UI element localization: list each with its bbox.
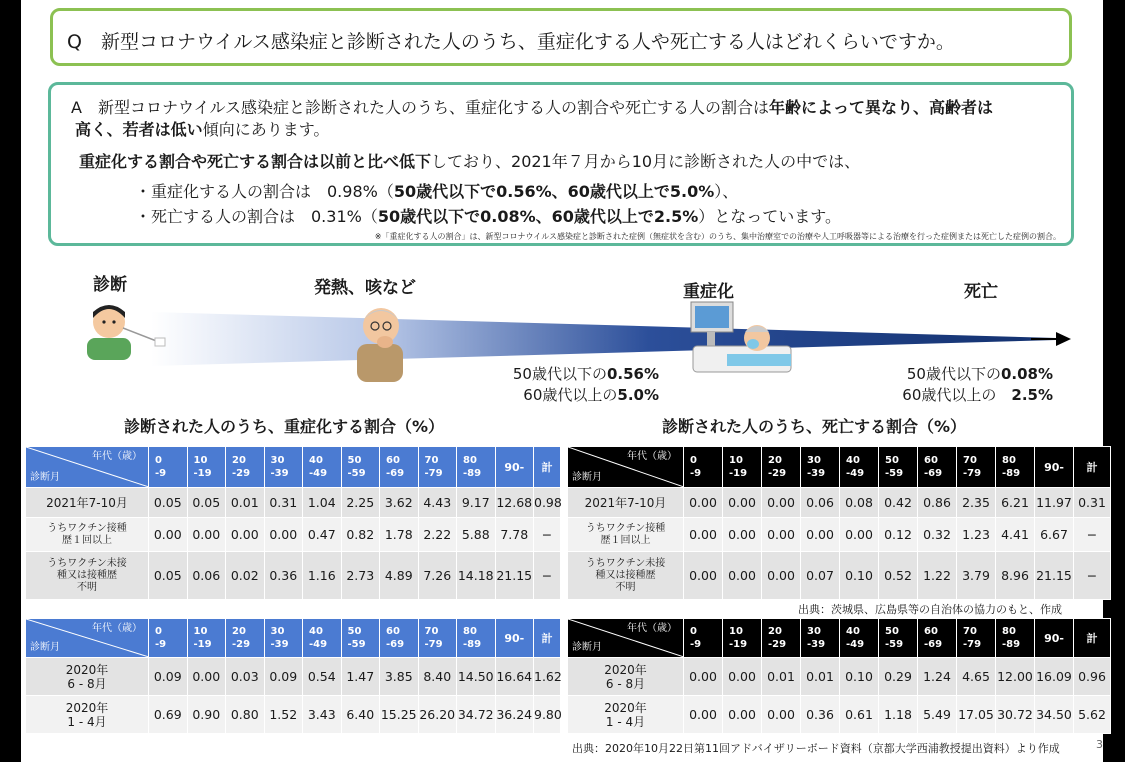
age-column-header: 80 -89 (457, 447, 496, 488)
age-column-header: 20 -29 (226, 447, 265, 488)
table-cell: 4.41 (996, 518, 1035, 552)
table-cell: 5.88 (457, 518, 496, 552)
table-cell: 0.01 (762, 658, 801, 696)
table-cell: 0.07 (801, 552, 840, 600)
age-column-header: 80 -89 (457, 619, 496, 658)
table-cell: 0.00 (149, 518, 188, 552)
table-cell: 9.80 (534, 696, 561, 734)
diagnosis-month-header-label: 診断月 (572, 642, 602, 653)
table-corner-header (568, 447, 684, 488)
table-cell: 30.72 (996, 696, 1035, 734)
table-cell: 0.52 (879, 552, 918, 600)
age-column-header: 50 -59 (879, 447, 918, 488)
age-column-header: 40 -49 (840, 447, 879, 488)
table-cell: 2.73 (341, 552, 380, 600)
elderly-coughing-icon (351, 300, 411, 382)
table-cell: 5.62 (1074, 696, 1111, 734)
answer-box (48, 82, 1074, 246)
table-cell: 2.35 (957, 488, 996, 518)
table-cell: 0.10 (840, 658, 879, 696)
death-table-title: 診断された人のうち、死亡する割合（%） (662, 417, 967, 436)
age-column-header: 60 -69 (918, 447, 957, 488)
age-column-header: 30 -39 (264, 619, 303, 658)
table-cell: 0.08 (840, 488, 879, 518)
age-column-header: 50 -59 (879, 619, 918, 658)
question-text: Q 新型コロナウイルス感染症と診断された人のうち、重症化する人や死亡する人はどれくらいですか。 (67, 31, 955, 53)
row-label: 2021年7-10月 (26, 488, 149, 518)
table-cell: 0.61 (840, 696, 879, 734)
table-cell: 0.00 (684, 552, 723, 600)
table-row (26, 696, 561, 734)
age-column-header: 50 -59 (341, 619, 380, 658)
table-cell: 3.43 (303, 696, 342, 734)
table-cell: 0.31 (1074, 488, 1111, 518)
table-cell: 1.52 (264, 696, 303, 734)
age-column-header: 80 -89 (996, 447, 1035, 488)
table-row (26, 488, 561, 518)
total-column-header: 計 (534, 447, 561, 488)
severe-rate-table-2021 (25, 446, 561, 600)
table-corner-header (26, 619, 149, 658)
hospital-ventilator-icon (687, 298, 795, 382)
table-cell: 0.03 (226, 658, 265, 696)
table-cell: 0.12 (879, 518, 918, 552)
age-column-header: 10 -19 (723, 447, 762, 488)
table-cell: 0.96 (1074, 658, 1111, 696)
table-cell: 4.65 (957, 658, 996, 696)
table-cell: 1.47 (341, 658, 380, 696)
table-cell: 4.43 (418, 488, 457, 518)
table-cell: 1.22 (918, 552, 957, 600)
age-column-header: 90- (495, 619, 534, 658)
age-column-header: 40 -49 (303, 447, 342, 488)
age-column-header: 70 -79 (418, 619, 457, 658)
table-cell: 0.69 (149, 696, 188, 734)
stage-diagnosis-label: 診断 (93, 275, 127, 295)
table-cell: 0.31 (264, 488, 303, 518)
table-cell: 9.17 (457, 488, 496, 518)
total-column-header: 計 (534, 619, 561, 658)
age-column-header: 90- (1035, 447, 1074, 488)
age-column-header: 0 -9 (149, 619, 188, 658)
table-cell: 0.00 (801, 518, 840, 552)
table-row (26, 552, 561, 600)
diagnosis-month-header-label: 診断月 (30, 472, 60, 483)
row-label: 2020年 6 - 8月 (568, 658, 684, 696)
age-column-header: 90- (1035, 619, 1074, 658)
table-cell: 0.01 (801, 658, 840, 696)
table-cell: 4.89 (380, 552, 419, 600)
table-cell: 8.40 (418, 658, 457, 696)
table-cell: 3.62 (380, 488, 419, 518)
table-row (568, 658, 1111, 696)
table-cell: 0.86 (918, 488, 957, 518)
table-cell: 0.80 (226, 696, 265, 734)
age-column-header: 40 -49 (303, 619, 342, 658)
age-column-header: 70 -79 (957, 619, 996, 658)
answer-line-3: 重症化する割合や死亡する割合は以前と比べ低下しており、2021年７月から10月に診断された人の中では、 (79, 152, 861, 171)
severe-rate-annotation: 50歳代以下の0.56% 60歳代以上の5.0% (512, 365, 659, 404)
table-cell: 26.20 (418, 696, 457, 734)
table-cell: 0.00 (762, 696, 801, 734)
age-column-header: 30 -39 (801, 619, 840, 658)
table-cell: 0.00 (226, 518, 265, 552)
table-corner-header (568, 619, 684, 658)
table-cell: 7.26 (418, 552, 457, 600)
table-cell: 0.00 (684, 518, 723, 552)
table-row (568, 696, 1111, 734)
age-column-header: 10 -19 (723, 619, 762, 658)
age-column-header: 0 -9 (684, 619, 723, 658)
row-label: 2020年 1 - 4月 (26, 696, 149, 734)
severe-rate-line: ・重症化する人の割合は 0.98%（50歳代以下で0.56%、60歳代以上で5.0%）、 (135, 182, 739, 201)
table-corner-header (26, 447, 149, 488)
table-cell: 0.36 (264, 552, 303, 600)
table-cell: 0.05 (187, 488, 226, 518)
table-cell: 0.00 (264, 518, 303, 552)
age-header-label: 年代（歳） (627, 451, 677, 462)
table-cell: 15.25 (380, 696, 419, 734)
table-cell: 0.00 (723, 658, 762, 696)
table-cell: 11.97 (1035, 488, 1074, 518)
table-cell: 1.04 (303, 488, 342, 518)
row-label: うちワクチン接種 歴１回以上 (568, 518, 684, 552)
row-label: うちワクチン未接 種又は接種歴 不明 (568, 552, 684, 600)
table-cell: 2.22 (418, 518, 457, 552)
table-cell: 34.50 (1035, 696, 1074, 734)
row-label: 2021年7-10月 (568, 488, 684, 518)
table-cell: 1.78 (380, 518, 419, 552)
table-cell: 0.02 (226, 552, 265, 600)
table-cell: 0.05 (149, 488, 188, 518)
table-cell: − (534, 518, 561, 552)
row-label: うちワクチン未接 種又は接種歴 不明 (26, 552, 149, 600)
table-cell: 0.90 (187, 696, 226, 734)
table-cell: 0.10 (840, 552, 879, 600)
source-note-2: 出典：2020年10月22日第11回アドバイザリーボード資料（京都大学西浦教授提出資料）より作成 (572, 742, 1060, 755)
total-column-header: 計 (1074, 447, 1111, 488)
age-header-label: 年代（歳） (627, 623, 677, 634)
answer-footnote: ※「重症化する人の割合」は、新型コロナウイルス感染症と診断された症例（無症状を含む）のうち、集中治療室での治療や人工呼吸器等による治療を行った症例または死亡した症例の割合。 (374, 232, 1061, 241)
death-rate-line: ・死亡する人の割合は 0.31%（50歳代以下で0.08%、60歳代以上で2.5%）となっています。 (135, 207, 841, 226)
table-cell: − (1074, 552, 1111, 600)
table-cell: 3.85 (380, 658, 419, 696)
table-cell: − (534, 552, 561, 600)
age-column-header: 40 -49 (840, 619, 879, 658)
age-column-header: 10 -19 (187, 619, 226, 658)
total-column-header: 計 (1074, 619, 1111, 658)
table-cell: 0.01 (226, 488, 265, 518)
table-cell: 6.67 (1035, 518, 1074, 552)
age-column-header: 60 -69 (380, 619, 419, 658)
age-column-header: 80 -89 (996, 619, 1035, 658)
table-cell: 0.00 (684, 658, 723, 696)
table-cell: 0.06 (801, 488, 840, 518)
stage-death-label: 死亡 (964, 282, 998, 302)
table-cell: 0.09 (264, 658, 303, 696)
table-cell: 21.15 (1035, 552, 1074, 600)
age-column-header: 60 -69 (380, 447, 419, 488)
age-column-header: 60 -69 (918, 619, 957, 658)
slide (21, 0, 1106, 762)
source-note-1: 出典：茨城県、広島県等の自治体の協力のもと、作成 (798, 603, 1062, 616)
table-cell: 12.68 (495, 488, 534, 518)
table-cell: 6.21 (996, 488, 1035, 518)
answer-line-2: 高く、若者は低い傾向にあります。 (75, 120, 330, 139)
table-cell: 0.36 (801, 696, 840, 734)
table-cell: 0.00 (762, 518, 801, 552)
age-column-header: 20 -29 (762, 619, 801, 658)
table-cell: 0.00 (684, 488, 723, 518)
table-cell: 0.05 (149, 552, 188, 600)
person-nasal-swab-icon (79, 300, 169, 360)
row-label: うちワクチン接種 歴１回以上 (26, 518, 149, 552)
table-cell: 16.09 (1035, 658, 1074, 696)
age-column-header: 20 -29 (226, 619, 265, 658)
row-label: 2020年 6 - 8月 (26, 658, 149, 696)
table-cell: 17.05 (957, 696, 996, 734)
table-cell: 1.16 (303, 552, 342, 600)
age-column-header: 90- (495, 447, 534, 488)
table-cell: 0.29 (879, 658, 918, 696)
age-column-header: 30 -39 (264, 447, 303, 488)
age-header-label: 年代（歳） (92, 451, 142, 462)
table-cell: 14.18 (457, 552, 496, 600)
table-cell: 0.32 (918, 518, 957, 552)
stage-severe-label: 重症化 (683, 282, 734, 302)
age-header-label: 年代（歳） (92, 623, 142, 634)
table-cell: 0.00 (723, 696, 762, 734)
table-cell: 0.09 (149, 658, 188, 696)
row-label: 2020年 1 - 4月 (568, 696, 684, 734)
table-row (568, 552, 1111, 600)
age-column-header: 30 -39 (801, 447, 840, 488)
age-column-header: 50 -59 (341, 447, 380, 488)
stage-symptoms-label: 発熱、咳など (314, 278, 416, 298)
diagnosis-month-header-label: 診断月 (30, 642, 60, 653)
table-cell: − (1074, 518, 1111, 552)
table-cell: 6.40 (341, 696, 380, 734)
table-cell: 0.00 (840, 518, 879, 552)
table-cell: 0.00 (187, 518, 226, 552)
table-row (568, 518, 1111, 552)
table-cell: 0.00 (762, 552, 801, 600)
question-box (50, 8, 1072, 66)
table-row (26, 658, 561, 696)
table-cell: 0.00 (723, 488, 762, 518)
table-cell: 0.54 (303, 658, 342, 696)
age-column-header: 10 -19 (187, 447, 226, 488)
answer-line-1: A 新型コロナウイルス感染症と診断された人のうち、重症化する人の割合や死亡する人の割合は年齢によって異なり、高齢者は (71, 98, 994, 117)
table-cell: 21.15 (495, 552, 534, 600)
table-cell: 0.82 (341, 518, 380, 552)
age-column-header: 70 -79 (957, 447, 996, 488)
table-cell: 36.24 (495, 696, 534, 734)
death-rate-table-2021 (567, 446, 1111, 600)
table-cell: 16.64 (495, 658, 534, 696)
table-cell: 0.98 (534, 488, 561, 518)
table-cell: 12.00 (996, 658, 1035, 696)
table-row (26, 518, 561, 552)
diagnosis-month-header-label: 診断月 (572, 472, 602, 483)
table-cell: 0.00 (762, 488, 801, 518)
table-cell: 1.62 (534, 658, 561, 696)
table-cell: 0.06 (187, 552, 226, 600)
table-cell: 1.24 (918, 658, 957, 696)
severe-rate-table-2020 (25, 618, 561, 734)
age-column-header: 20 -29 (762, 447, 801, 488)
age-column-header: 70 -79 (418, 447, 457, 488)
table-cell: 34.72 (457, 696, 496, 734)
table-cell: 1.18 (879, 696, 918, 734)
table-cell: 5.49 (918, 696, 957, 734)
table-cell: 14.50 (457, 658, 496, 696)
table-cell: 7.78 (495, 518, 534, 552)
death-rate-table-2020 (567, 618, 1111, 734)
table-cell: 0.47 (303, 518, 342, 552)
death-rate-annotation: 50歳代以下の0.08% 60歳代以上の 2.5% (902, 365, 1053, 404)
table-row (568, 488, 1111, 518)
table-cell: 0.00 (187, 658, 226, 696)
table-cell: 0.42 (879, 488, 918, 518)
table-cell: 0.00 (723, 518, 762, 552)
table-cell: 0.00 (684, 696, 723, 734)
table-cell: 1.23 (957, 518, 996, 552)
table-cell: 8.96 (996, 552, 1035, 600)
page-number: 3 (1096, 738, 1103, 751)
age-column-header: 0 -9 (684, 447, 723, 488)
severe-table-title: 診断された人のうち、重症化する割合（%） (124, 417, 445, 436)
progression-arrow (151, 312, 1076, 368)
age-column-header: 0 -9 (149, 447, 188, 488)
table-cell: 0.00 (723, 552, 762, 600)
table-cell: 3.79 (957, 552, 996, 600)
table-cell: 2.25 (341, 488, 380, 518)
